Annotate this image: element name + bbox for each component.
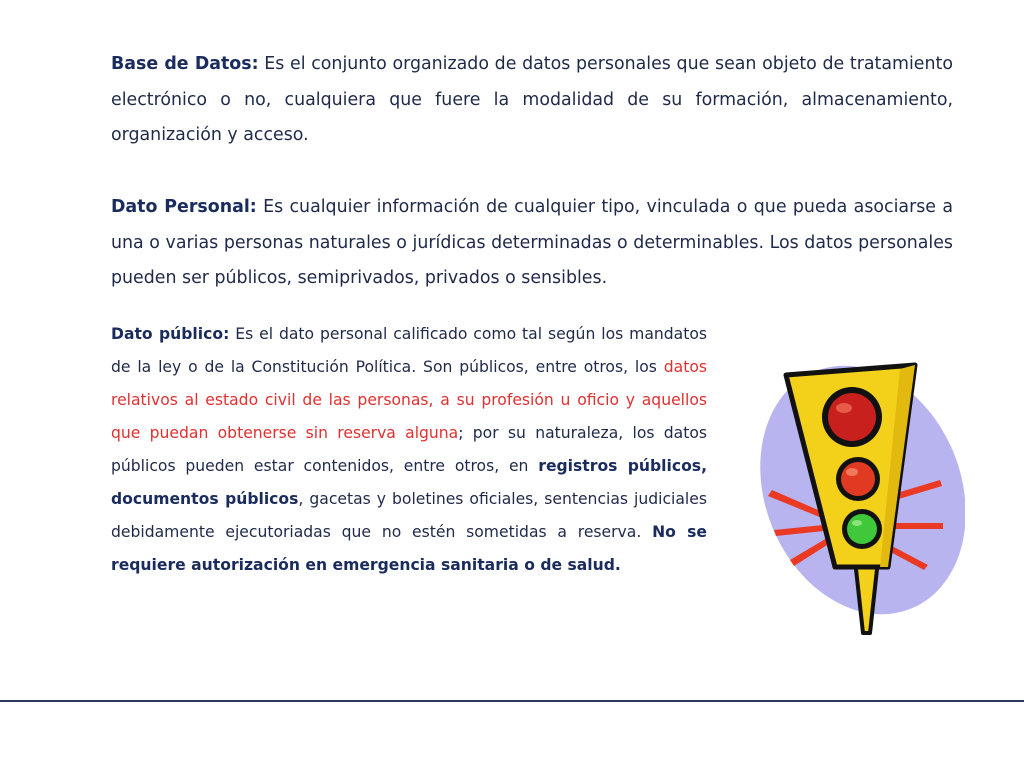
footer-divider bbox=[0, 700, 1024, 702]
dato-publico-text-3: , gacetas y boletines oficiales, sentencias judiciales debidamente ejecutoriadas que no estén sometidas a reserva. bbox=[111, 490, 707, 541]
dato-personal-definition: Es cualquier información de cualquier tipo, vinculada o que pueda asociarse a una o varias personas naturales o jurídicas determinadas o determinables. Los datos personales pueden ser públicos, semiprivados, privados o sensibles. bbox=[111, 197, 953, 288]
dato-publico-bold-registros: registros públicos, documentos públicos bbox=[111, 457, 707, 508]
dato-publico-text-2: ; por su naturaleza, los datos públicos pueden estar contenidos, entre otros, en bbox=[111, 424, 707, 475]
traffic-light-icon bbox=[740, 355, 965, 640]
base-de-datos-paragraph bbox=[111, 47, 953, 154]
dato-publico-highlight: datos relativos al estado civil de las personas, a su profesión u oficio y aquellos que puedan obtenerse sin reserva alguna bbox=[111, 358, 707, 442]
base-de-datos-term: Base de Datos: bbox=[111, 54, 259, 74]
base-de-datos-definition: Es el conjunto organizado de datos personales que sean objeto de tratamiento electrónico o no, cualquiera que fuere la modalidad de su formación, almacenamiento, organización y acceso. bbox=[111, 54, 953, 145]
dato-publico-bold-emergencia: No se requiere autorización en emergencia sanitaria o de salud. bbox=[111, 523, 707, 574]
dato-publico-paragraph bbox=[111, 318, 707, 582]
dato-personal-paragraph bbox=[111, 190, 953, 297]
dato-publico-term: Dato público: bbox=[111, 325, 230, 343]
dato-publico-text-1: Es el dato personal calificado como tal según los mandatos de la ley o de la Constitución Política. Son públicos, entre otros, los bbox=[111, 325, 707, 376]
dato-personal-term: Dato Personal: bbox=[111, 197, 257, 217]
